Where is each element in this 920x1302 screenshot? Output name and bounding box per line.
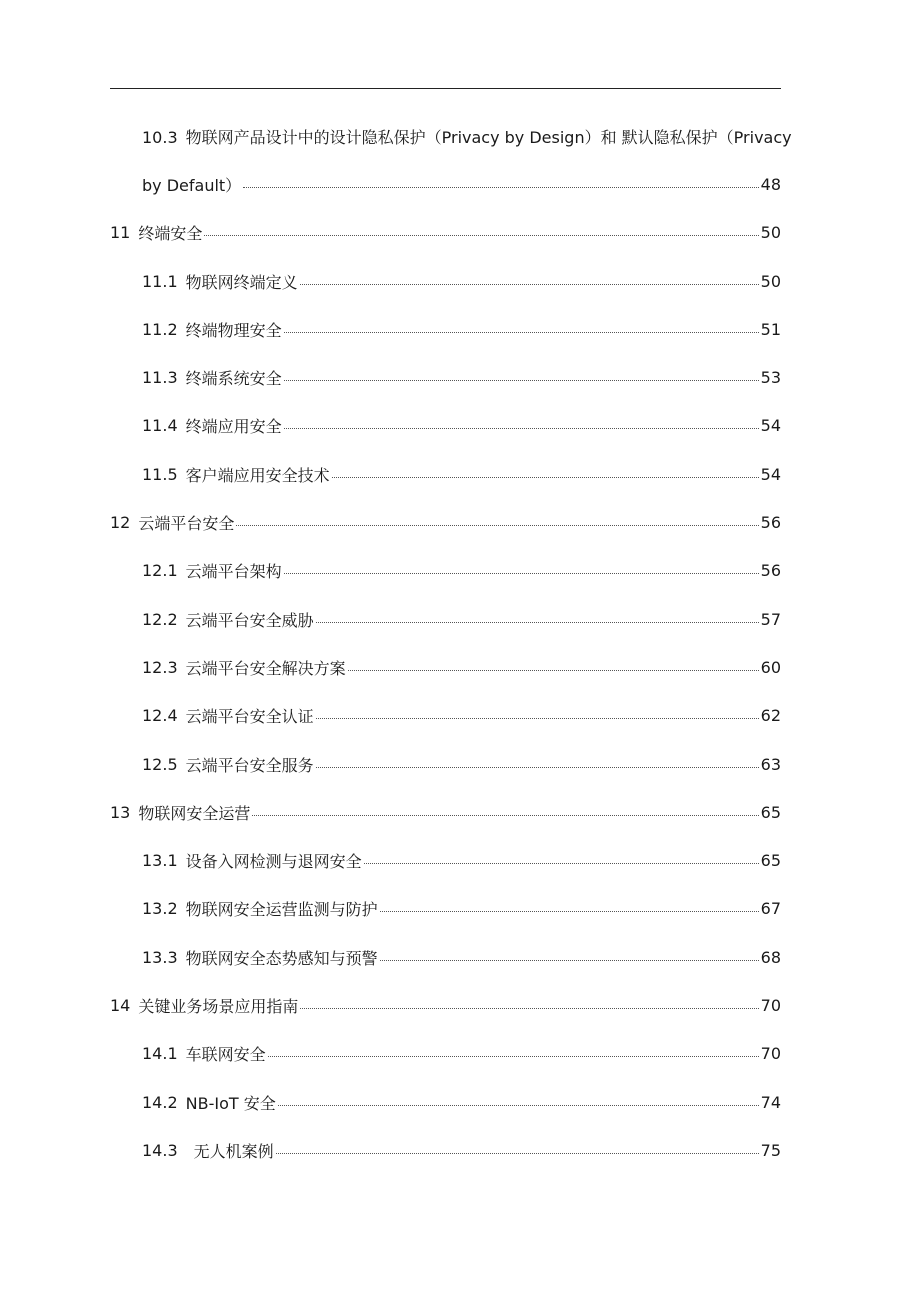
dot-leader bbox=[380, 960, 759, 961]
toc-entry-14-3[interactable] bbox=[110, 1126, 781, 1174]
toc-page-number: 57 bbox=[760, 609, 781, 629]
toc-entry-11-5[interactable] bbox=[110, 450, 781, 498]
dot-leader bbox=[276, 1153, 759, 1154]
toc-entry-number: 14.1 bbox=[142, 1044, 178, 1064]
toc-entry-number: 14.3 bbox=[142, 1140, 178, 1160]
dot-leader bbox=[243, 187, 758, 188]
toc-page-number: 56 bbox=[760, 561, 781, 581]
toc-entry-13-2[interactable] bbox=[110, 885, 781, 933]
toc-entry-title: 客户端应用安全技术 bbox=[185, 465, 330, 485]
table-of-contents bbox=[110, 112, 792, 1175]
toc-entry-number: 12.1 bbox=[142, 561, 178, 581]
toc-entry-number: 14.2 bbox=[142, 1092, 178, 1112]
toc-entry-13[interactable] bbox=[110, 788, 781, 836]
toc-entry-title: 云端平台安全威胁 bbox=[185, 610, 314, 630]
toc-entry-14[interactable] bbox=[110, 981, 781, 1029]
toc-entry-number: 13.3 bbox=[142, 947, 178, 967]
toc-entry-title: 物联网安全运营监测与防护 bbox=[185, 900, 378, 920]
toc-page-number: 62 bbox=[760, 706, 781, 726]
toc-entry-13-3[interactable] bbox=[110, 933, 781, 981]
toc-page-number: 67 bbox=[760, 899, 781, 919]
toc-entry-number: 12.5 bbox=[142, 754, 178, 774]
toc-entry-number: 13.2 bbox=[142, 899, 178, 919]
dot-leader bbox=[284, 332, 759, 333]
toc-entry-number: 14 bbox=[110, 995, 131, 1015]
toc-entry-14-1[interactable] bbox=[110, 1030, 781, 1078]
toc-page-number: 74 bbox=[760, 1092, 781, 1112]
dot-leader bbox=[284, 428, 759, 429]
toc-page-number: 54 bbox=[760, 416, 781, 436]
toc-page-number: 56 bbox=[760, 513, 781, 533]
toc-entry-14-2[interactable] bbox=[110, 1078, 781, 1126]
dot-leader bbox=[252, 815, 758, 816]
toc-entry-12[interactable] bbox=[110, 498, 781, 546]
toc-entry-11-2[interactable] bbox=[110, 305, 781, 353]
toc-entry-title: 物联网终端定义 bbox=[185, 272, 298, 292]
toc-entry-title: 无人机案例 bbox=[193, 1141, 274, 1161]
toc-entry-number: 12.3 bbox=[142, 657, 178, 677]
toc-page-number: 51 bbox=[760, 319, 781, 339]
toc-page-number: 63 bbox=[760, 754, 781, 774]
dot-leader bbox=[348, 670, 759, 671]
toc-entry-title: 车联网安全 bbox=[185, 1045, 266, 1065]
toc-entry-number: 12.2 bbox=[142, 609, 178, 629]
toc-entry-10-3[interactable] bbox=[110, 112, 792, 160]
toc-entry-title: 终端应用安全 bbox=[185, 417, 282, 437]
toc-entry-number: 12 bbox=[110, 513, 131, 533]
toc-entry-number: 11.4 bbox=[142, 416, 178, 436]
toc-page-number: 65 bbox=[760, 802, 781, 822]
toc-entry-number: 12.4 bbox=[142, 706, 178, 726]
toc-entry-title-first-line: 10.3 物联网产品设计中的设计隐私保护（Privacy by Design）和 默认隐私保护（Privacy bbox=[142, 127, 792, 147]
toc-entry-11-4[interactable] bbox=[110, 402, 781, 450]
dot-leader bbox=[268, 1056, 759, 1057]
dot-leader bbox=[316, 767, 759, 768]
toc-entry-number: 11.1 bbox=[142, 271, 178, 291]
toc-page-number: 50 bbox=[760, 271, 781, 291]
toc-entry-title: by Default） bbox=[142, 175, 242, 195]
toc-entry-number: 11.3 bbox=[142, 368, 178, 388]
dot-leader bbox=[380, 911, 759, 912]
dot-leader bbox=[236, 525, 758, 526]
toc-entry-11-1[interactable] bbox=[110, 257, 781, 305]
toc-page-number: 60 bbox=[760, 657, 781, 677]
toc-entry-11-3[interactable] bbox=[110, 353, 781, 401]
toc-entry-title: 终端安全 bbox=[138, 224, 203, 244]
toc-entry-number: 13.1 bbox=[142, 851, 178, 871]
toc-entry-number: 11.2 bbox=[142, 319, 178, 339]
toc-entry-title: 云端平台安全认证 bbox=[185, 707, 314, 727]
dot-leader bbox=[332, 477, 759, 478]
toc-page-number: 54 bbox=[760, 464, 781, 484]
toc-entry-number: 10.3 bbox=[142, 127, 178, 147]
toc-entry-title: 终端物理安全 bbox=[185, 320, 282, 340]
toc-entry-title: NB-IoT 安全 bbox=[185, 1093, 276, 1113]
toc-entry-10-3-continued[interactable] bbox=[110, 160, 781, 208]
toc-entry-number: 11.5 bbox=[142, 464, 178, 484]
toc-entry-title: 关键业务场景应用指南 bbox=[138, 996, 299, 1016]
header-rule bbox=[110, 88, 781, 89]
dot-leader bbox=[278, 1105, 759, 1106]
dot-leader bbox=[364, 863, 759, 864]
toc-entry-title: 物联网安全态势感知与预警 bbox=[185, 948, 378, 968]
toc-entry-title: 云端平台架构 bbox=[185, 562, 282, 582]
toc-entry-title: 云端平台安全解决方案 bbox=[185, 658, 346, 678]
toc-page-number: 50 bbox=[760, 223, 781, 243]
dot-leader bbox=[284, 380, 759, 381]
toc-page-number: 65 bbox=[760, 851, 781, 871]
toc-page-number: 70 bbox=[760, 995, 781, 1015]
dot-leader bbox=[300, 1008, 758, 1009]
toc-entry-title: 云端平台安全服务 bbox=[185, 755, 314, 775]
toc-entry-13-1[interactable] bbox=[110, 836, 781, 884]
toc-entry-12-1[interactable] bbox=[110, 547, 781, 595]
dot-leader bbox=[284, 573, 759, 574]
dot-leader bbox=[204, 235, 758, 236]
toc-entry-12-2[interactable] bbox=[110, 595, 781, 643]
dot-leader bbox=[300, 284, 759, 285]
toc-entry-title: 云端平台安全 bbox=[138, 514, 235, 534]
toc-page-number: 68 bbox=[760, 947, 781, 967]
toc-page-number: 48 bbox=[760, 174, 781, 194]
toc-entry-11[interactable] bbox=[110, 209, 781, 257]
dot-leader bbox=[316, 718, 759, 719]
toc-entry-12-5[interactable] bbox=[110, 740, 781, 788]
toc-page-number: 70 bbox=[760, 1044, 781, 1064]
toc-page-number: 75 bbox=[760, 1140, 781, 1160]
toc-entry-number: 11 bbox=[110, 223, 131, 243]
toc-entry-12-4[interactable] bbox=[110, 692, 781, 740]
toc-entry-number: 13 bbox=[110, 802, 131, 822]
toc-entry-title: 物联网安全运营 bbox=[138, 803, 251, 823]
toc-entry-12-3[interactable] bbox=[110, 643, 781, 691]
dot-leader bbox=[316, 622, 759, 623]
toc-entry-title: 终端系统安全 bbox=[185, 369, 282, 389]
toc-entry-title: 设备入网检测与退网安全 bbox=[185, 852, 362, 872]
toc-page-number: 53 bbox=[760, 368, 781, 388]
